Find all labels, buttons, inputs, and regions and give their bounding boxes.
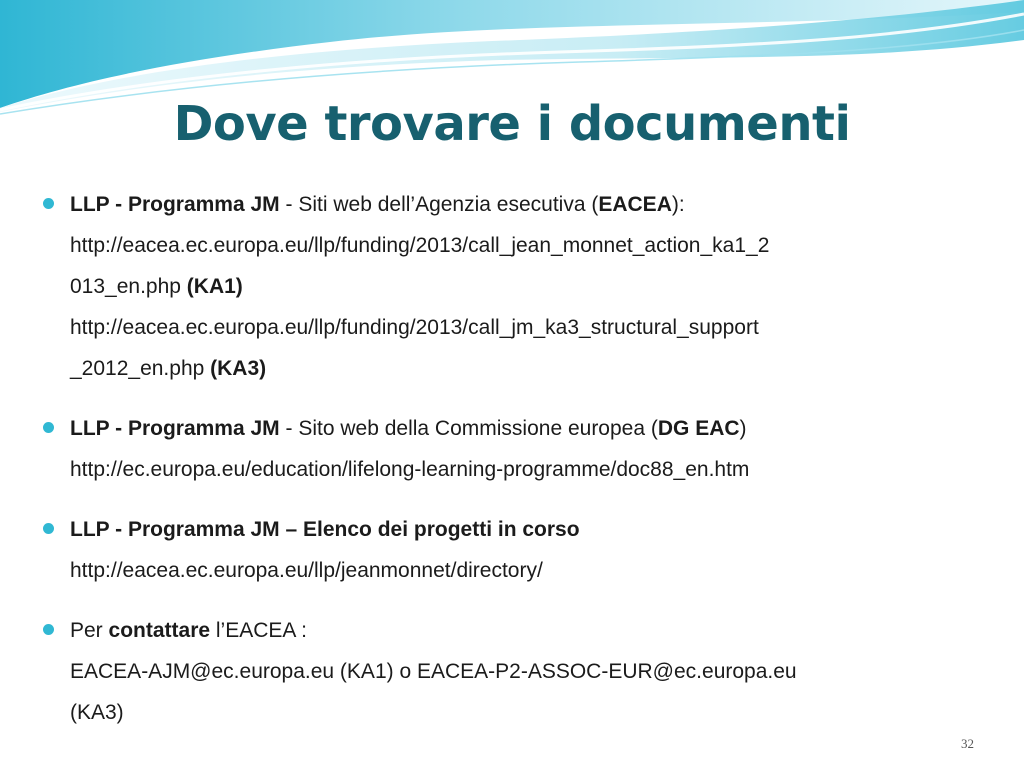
contact-prefix: Per <box>70 619 109 642</box>
bullet-list <box>40 184 980 752</box>
bullet-heading <box>70 610 980 651</box>
bullet-heading <box>70 184 980 225</box>
program-name: LLP - Programma JM <box>70 417 280 440</box>
description: Sito web della Commissione europea ( <box>298 417 658 440</box>
description-end: ): <box>671 193 685 216</box>
url-ka1-line2 <box>70 266 980 307</box>
program-name: LLP - Programma JM <box>70 193 280 216</box>
projects-heading: LLP - Programma JM – Elenco dei progetti in corso <box>70 518 580 541</box>
bullet-heading <box>70 408 980 449</box>
url-ka1-part1[interactable]: http://eacea.ec.europa.eu/llp/funding/2013/call_jean_monnet_action_ka1_2 <box>70 234 770 257</box>
url-directory[interactable]: http://eacea.ec.europa.eu/llp/jeanmonnet/directory/ <box>70 559 543 582</box>
separator: - <box>279 193 299 216</box>
url-ka3-tag: (KA3) <box>210 357 267 380</box>
bullet-item-contact <box>40 610 980 733</box>
slide-title: Dove trovare i documenti <box>173 96 851 152</box>
bullet-item-eacea <box>40 184 980 389</box>
agency-name: EACEA <box>598 193 672 216</box>
contact-emails-end: (KA3) <box>70 701 124 724</box>
bullet-item-projects <box>40 509 980 591</box>
slide-number: 32 <box>961 736 974 751</box>
bullet-dot-icon <box>43 624 54 635</box>
url-dg-eac[interactable]: http://ec.europa.eu/education/lifelong-learning-programme/doc88_en.htm <box>70 458 750 481</box>
agency-name: DG EAC <box>657 417 740 440</box>
url-ka3-part2[interactable]: _2012_en.php <box>70 357 211 380</box>
bullet-dot-icon <box>43 523 54 534</box>
bullet-heading <box>70 509 980 550</box>
url-ka1-part2[interactable]: 013_en.php <box>70 275 187 298</box>
bullet-dot-icon <box>43 422 54 433</box>
separator: - <box>279 417 299 440</box>
url-ka1-tag: (KA1) <box>186 275 243 298</box>
description: Siti web dell’Agenzia esecutiva ( <box>298 193 599 216</box>
url-ka3-line2 <box>70 348 980 389</box>
bullet-dot-icon <box>43 198 54 209</box>
contact-bold: contattare <box>108 619 211 642</box>
url-ka3-part1[interactable]: http://eacea.ec.europa.eu/llp/funding/2013/call_jm_ka3_structural_support <box>70 316 759 339</box>
description-end: ) <box>739 417 747 440</box>
contact-suffix: l’EACEA : <box>210 619 307 642</box>
bullet-item-dg-eac <box>40 408 980 490</box>
contact-emails[interactable]: EACEA-AJM@ec.europa.eu (KA1) o EACEA-P2-ASSOC-EUR@ec.europa.eu <box>70 660 797 683</box>
